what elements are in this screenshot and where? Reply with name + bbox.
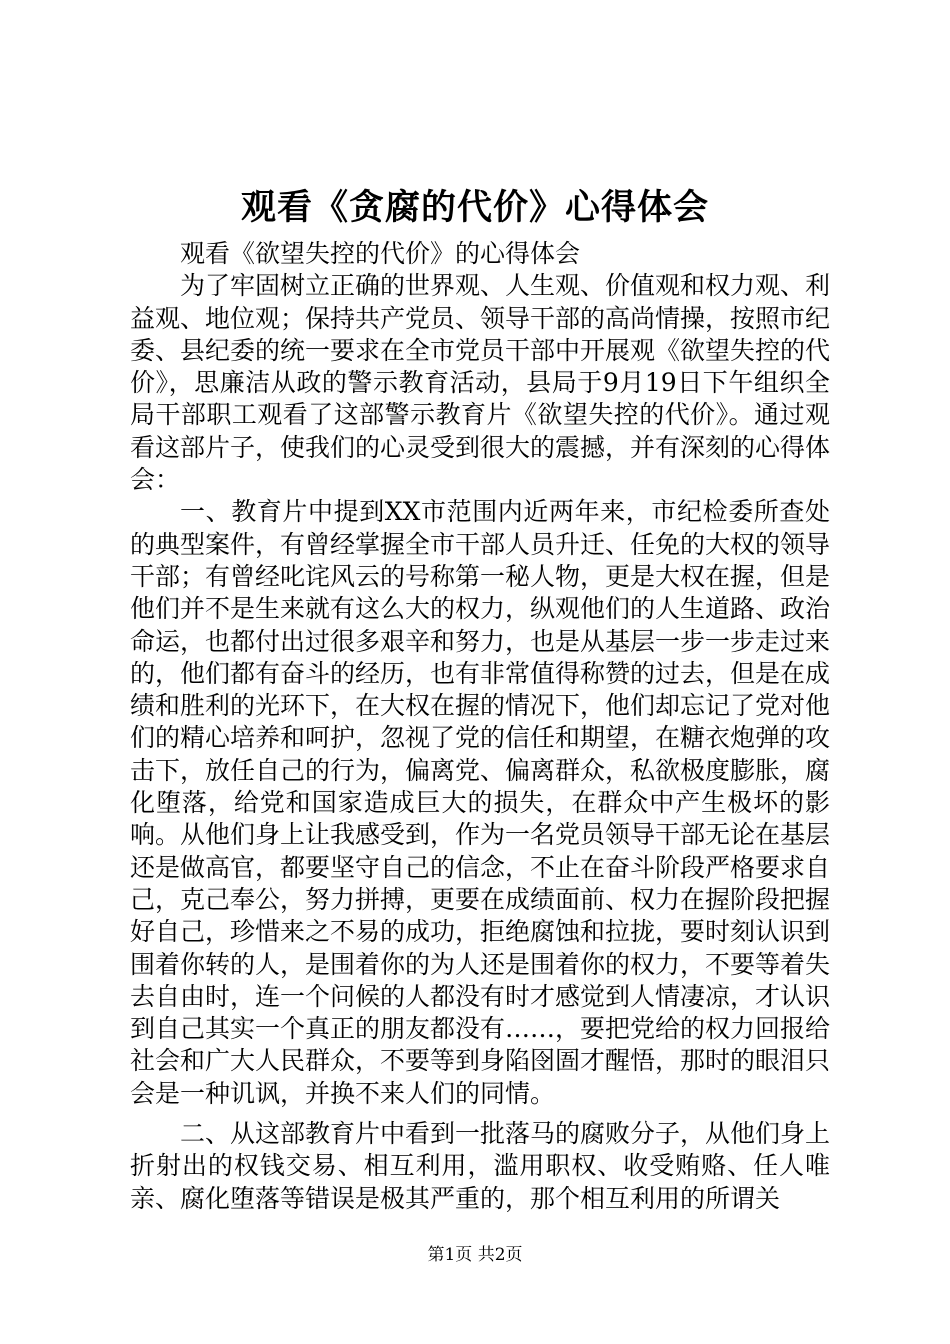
body-paragraph-intro: 为了牢固树立正确的世界观、人生观、价值观和权力观、利益观、地位观；保持共产党员、领导干部的高尚情操，按照市纪委、县纪委的统一要求在全市党员干部中开展观《欲望失控的代价》，思廉洁从政的警示教育活动，县局于9月19日下午组织全局干部职工观看了这部警示教育片《欲望失控的代价》。通过观看这部片子，使我们的心灵受到很大的震撼，并有深刻的心得体会： bbox=[130, 271, 831, 495]
body-paragraph-point-two: 二、从这部教育片中看到一批落马的腐败分子，从他们身上折射出的权钱交易、相互利用，滥用职权、收受贿赂、任人唯亲、腐化堕落等错误是极其严重的，那个相互利用的所谓关 bbox=[130, 1119, 831, 1213]
document-title: 观看《贪腐的代价》心得体会 bbox=[240, 187, 709, 228]
body-paragraph-point-one: 一、教育片中提到XX市范围内近两年来，市纪检委所查处的典型案件，有曾经掌握全市干部人员升迁、任免的大权的领导干部；有曾经叱诧风云的号称第一秘人物，更是大权在握，但是他们并不是生来就有这么大的权力，纵观他们的人生道路、政治命运，也都付出过很多艰辛和努力，也是从基层一步一步走过来的，他们都有奋斗的经历，也有非常值得称赞的过去，但是在成绩和胜利的光环下，在大权在握的情况下，他们却忘记了党对他们的精心培养和呵护，忽视了党的信任和期望，在糖衣炮弹的攻击下，放任自己的行为，偏离党、偏离群众，私欲极度膨胀，腐化堕落，给党和国家造成巨大的损失，在群众中产生极坏的影响。从他们身上让我感受到，作为一名党员领导干部无论在基层还是做高官，都要坚守自己的信念，不止在奋斗阶段严格要求自己，克己奉公，努力拼搏，更要在成绩面前、权力在握阶段把握好自己，珍惜来之不易的成功，拒绝腐蚀和拉拢，要时刻认识到围着你转的人，是围着你的为人还是围着你的权力，不要等着失去自由时，连一个问候的人都没有时才感觉到人情凄凉，才认识到自己其实一个真正的朋友都没有……，要把党给的权力回报给社会和广大人民群众，不要等到身陷囹圄才醒悟，那时的眼泪只会是一种讥讽，并换不来人们的同情。 bbox=[130, 497, 831, 1108]
page-number-footer: 第1页 共2页 bbox=[427, 1245, 523, 1265]
document-body bbox=[130, 238, 830, 1215]
body-paragraph-subtitle: 观看《欲望失控的代价》的心得体会 bbox=[180, 239, 581, 268]
